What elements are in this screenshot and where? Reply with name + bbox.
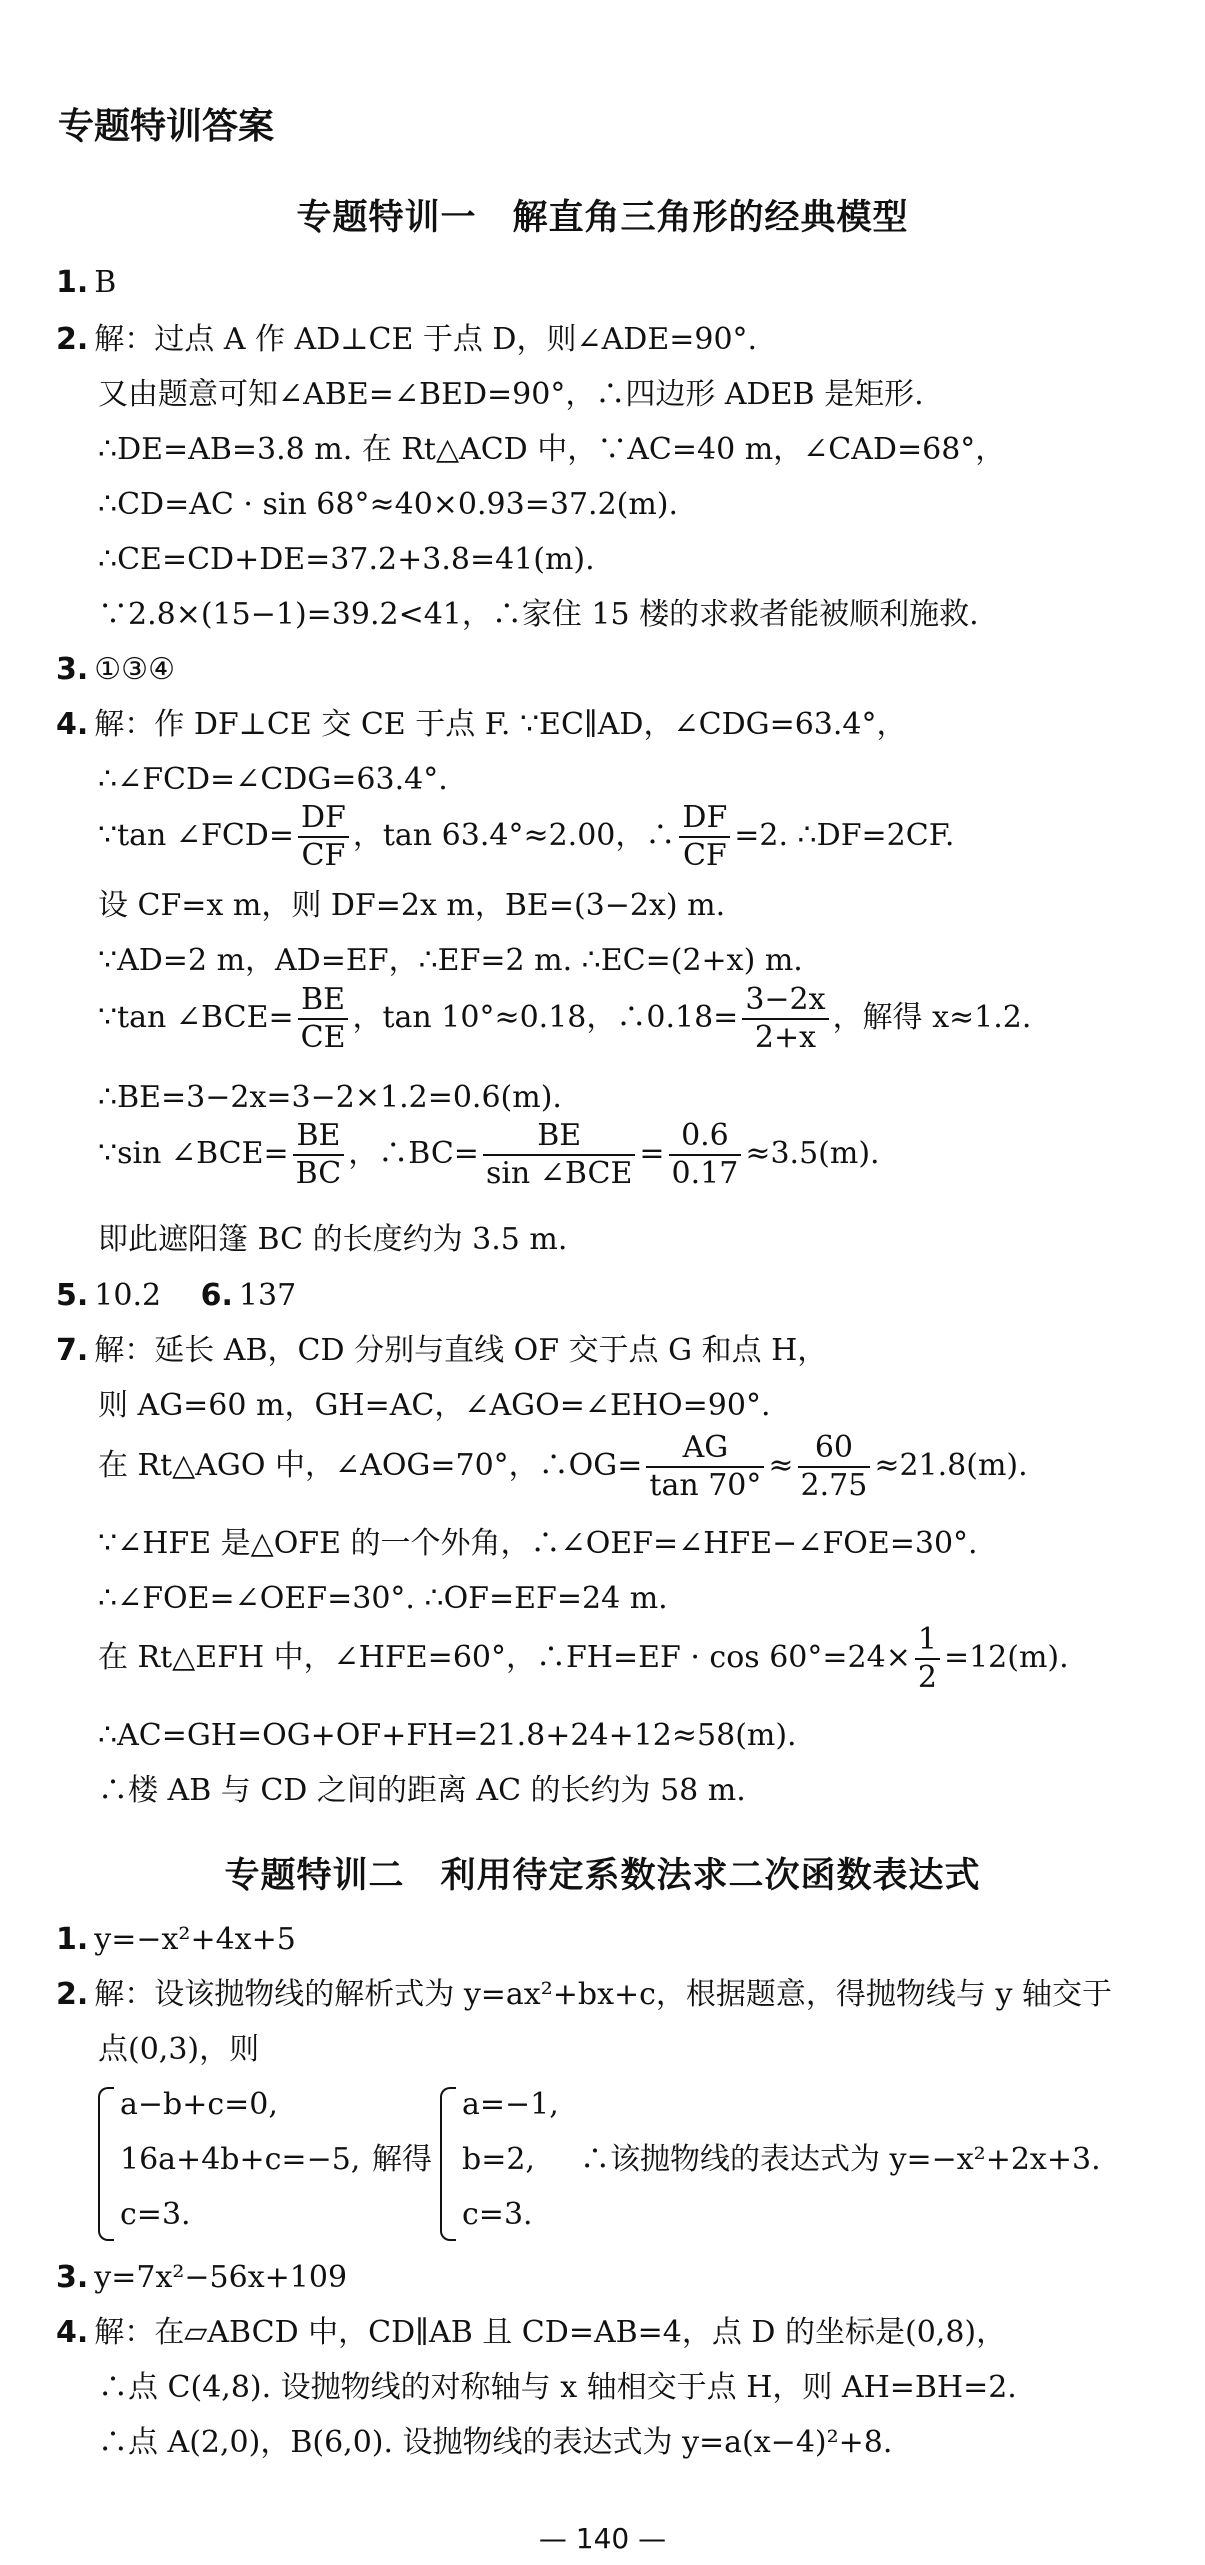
answer-text: 137 [238, 1278, 297, 1313]
answer-line [98, 982, 1031, 1056]
answer-item [56, 652, 175, 688]
page-number: — 140 — [538, 2522, 667, 2555]
answer-text: B [94, 265, 117, 300]
question-number: 4. [56, 2315, 89, 2350]
numerator: 0.6 [669, 1118, 742, 1156]
fraction [298, 800, 349, 874]
numerator: BE [483, 1118, 635, 1156]
answer-line: ∴点 A(2,0)，B(6,0). 设抛物线的表达式为 y=a(x−4)²+8. [98, 2425, 893, 2460]
text-run: ≈ [768, 1448, 794, 1483]
answer-line: 又由题意可知∠ABE=∠BED=90°，∴四边形 ADEB 是矩形. [98, 377, 924, 412]
numerator: DF [679, 800, 730, 838]
fraction [915, 1622, 940, 1696]
conclusion: ∴该抛物线的表达式为 y=−x²+2x+3. [580, 2142, 1101, 2177]
fraction [798, 1430, 871, 1504]
answer-item [56, 265, 116, 301]
numerator: 3−2x [742, 982, 828, 1020]
denominator: BC [295, 1156, 342, 1191]
answer-line: 设 CF=x m，则 DF=2x m，BE=(3−2x) m. [98, 888, 726, 923]
question-number: 5. [56, 1278, 89, 1313]
section-title-1: 专题特训一 解直角三角形的经典模型 [296, 198, 909, 238]
numerator: 60 [798, 1430, 871, 1468]
numerator: BE [293, 1118, 345, 1156]
question-number: 3. [56, 2260, 89, 2295]
text-run: =2. ∴DF=2CF. [734, 818, 955, 853]
denominator: sin ∠BCE [485, 1156, 633, 1191]
denominator: 2 [917, 1660, 937, 1695]
equation: 16a+4b+c=−5, [120, 2142, 361, 2177]
text-run: =12(m). [943, 1640, 1069, 1675]
fraction [483, 1118, 635, 1192]
answer-line: ∴DE=AB=3.8 m. 在 Rt△ACD 中，∵AC=40 m，∠CAD=68°， [98, 432, 1006, 467]
answer-line: ∵2.8×(15−1)=39.2<41，∴家住 15 楼的求救者能被顺利施救. [98, 597, 979, 632]
answer-item [56, 1922, 296, 1958]
text-run: ，tan 63.4°≈2.00，∴ [352, 818, 676, 853]
answer-text: 解：过点 A 作 AD⊥CE 于点 D，则∠ADE=90°. [94, 322, 758, 357]
answer-text: 解：作 DF⊥CE 交 CE 于点 F. ∵EC∥AD，∠CDG=63.4°， [94, 707, 907, 742]
fraction [293, 1118, 345, 1192]
answer-text: y=7x²−56x+109 [94, 2260, 348, 2295]
answer-item [56, 2315, 1006, 2351]
answer-line: ∵∠HFE 是△OFE 的一个外角，∴∠OEF=∠HFE−∠FOE=30°. [98, 1526, 978, 1561]
answer-line: 则 AG=60 m，GH=AC，∠AGO=∠EHO=90°. [98, 1388, 771, 1423]
numerator: 1 [915, 1622, 940, 1660]
section-title-2: 专题特训二 利用待定系数法求二次函数表达式 [224, 1856, 981, 1896]
text-run: ，∴BC= [348, 1136, 479, 1171]
answer-line: ∴∠FCD=∠CDG=63.4°. [98, 762, 448, 797]
text-run: ∵sin ∠BCE= [98, 1136, 289, 1171]
text-run: = [639, 1136, 665, 1171]
question-number: 1. [56, 265, 89, 300]
numerator: AG [646, 1430, 764, 1468]
text-run: ，解得 x≈1.2. [832, 1000, 1032, 1035]
text-run: ∵tan ∠BCE= [98, 1000, 294, 1035]
answer-line: ∵AD=2 m，AD=EF，∴EF=2 m. ∴EC=(2+x) m. [98, 943, 803, 978]
answer-item [56, 707, 907, 743]
answer-text: 解：在▱ABCD 中，CD∥AB 且 CD=AB=4，点 D 的坐标是(0,8)， [94, 2315, 1007, 2350]
numerator: DF [298, 800, 349, 838]
answer-item [56, 2260, 347, 2296]
question-number: 3. [56, 652, 89, 687]
denominator: CF [301, 838, 346, 873]
answer-item [56, 1278, 296, 1314]
answer-line: 点(0,3)，则 [98, 2032, 260, 2067]
numerator: BE [298, 982, 349, 1020]
left-brace [98, 2087, 114, 2241]
question-number: 7. [56, 1333, 89, 1368]
page-heading: 专题特训答案 [58, 106, 275, 147]
answer-line [98, 1430, 1028, 1504]
denominator: 0.17 [671, 1156, 739, 1191]
answer-item [56, 322, 757, 358]
answer-text: 解：设该抛物线的解析式为 y=ax²+bx+c，根据题意，得抛物线与 y 轴交于 [94, 1977, 1112, 2012]
fraction [298, 982, 349, 1056]
text-run: ，tan 10°≈0.18，∴0.18= [352, 1000, 739, 1035]
answer-line: ∴CD=AC · sin 68°≈40×0.93=37.2(m). [98, 487, 679, 522]
fraction [669, 1118, 742, 1192]
question-number: 4. [56, 707, 89, 742]
left-brace [440, 2087, 456, 2241]
denominator: 2+x [754, 1020, 817, 1055]
answer-item [56, 1333, 827, 1369]
answer-text: y=−x²+4x+5 [94, 1922, 296, 1957]
answer-line: ∴楼 AB 与 CD 之间的距离 AC 的长约为 58 m. [98, 1773, 746, 1808]
answer-item [56, 1977, 1112, 2013]
fraction [742, 982, 828, 1056]
answer-text: 10.2 [94, 1278, 162, 1313]
answer-line: ∴点 C(4,8). 设抛物线的对称轴与 x 轴相交于点 H，则 AH=BH=2. [98, 2370, 1017, 2405]
text-run: 在 Rt△EFH 中，∠HFE=60°，∴FH=EF · cos 60°=24× [98, 1640, 911, 1675]
equation: c=3. [462, 2197, 533, 2232]
denominator: CE [300, 1020, 346, 1055]
answer-line: ∴∠FOE=∠OEF=30°. ∴OF=EF=24 m. [98, 1581, 668, 1616]
text-run: ≈21.8(m). [874, 1448, 1028, 1483]
fraction [646, 1430, 764, 1504]
denominator: tan 70° [649, 1468, 762, 1503]
equation: c=3. [120, 2197, 191, 2232]
answer-line: ∴CE=CD+DE=37.2+3.8=41(m). [98, 542, 595, 577]
text-run: ∵tan ∠FCD= [98, 818, 294, 853]
text-run: ≈3.5(m). [745, 1136, 880, 1171]
solve-word: 解得 [372, 2142, 432, 2177]
answer-line [98, 800, 954, 874]
answer-line: ∴AC=GH=OG+OF+FH=21.8+24+12≈58(m). [98, 1718, 797, 1753]
denominator: 2.75 [800, 1468, 868, 1503]
fraction [679, 800, 730, 874]
denominator: CF [682, 838, 727, 873]
answer-text: ①③④ [94, 652, 175, 687]
answer-line: ∴BE=3−2x=3−2×1.2=0.6(m). [98, 1080, 562, 1115]
question-number: 1. [56, 1922, 89, 1957]
text-run: 在 Rt△AGO 中，∠AOG=70°，∴OG= [98, 1448, 643, 1483]
answer-line: 即此遮阳篷 BC 的长度约为 3.5 m. [98, 1222, 568, 1257]
answer-line [98, 1118, 880, 1192]
question-number: 6. [200, 1278, 233, 1313]
question-number: 2. [56, 322, 89, 357]
equation: a=−1, [462, 2087, 559, 2122]
equation: b=2, [462, 2142, 535, 2177]
answer-text: 解：延长 AB，CD 分别与直线 OF 交于点 G 和点 H， [94, 1333, 828, 1368]
equation: a−b+c=0, [120, 2087, 278, 2122]
answer-line [98, 1622, 1069, 1696]
question-number: 2. [56, 1977, 89, 2012]
